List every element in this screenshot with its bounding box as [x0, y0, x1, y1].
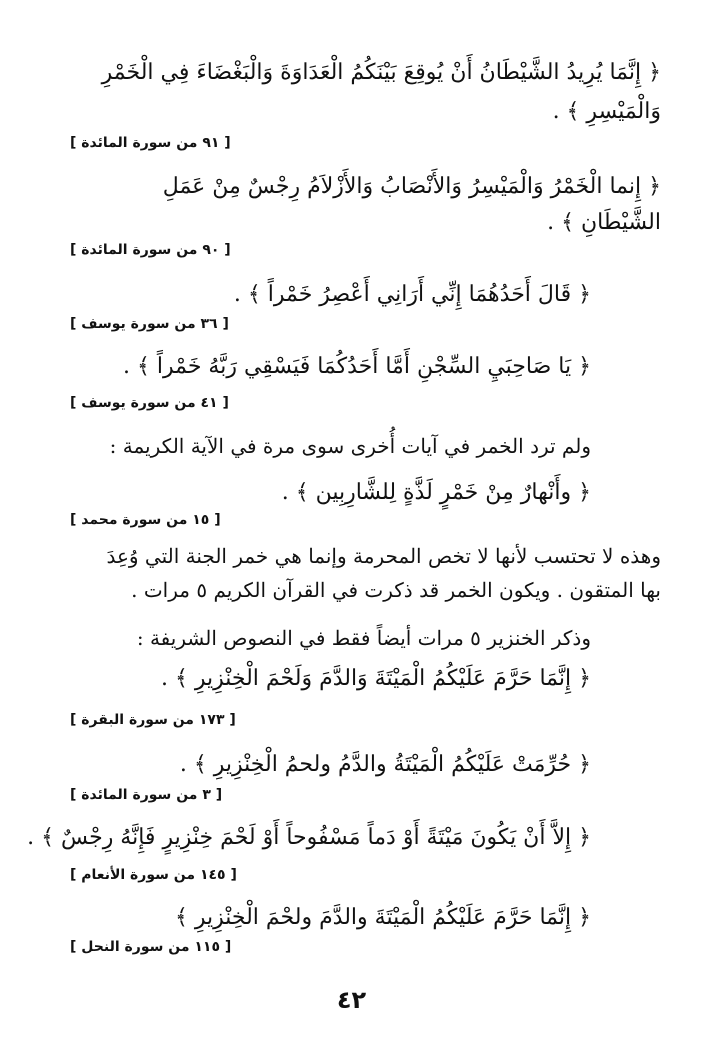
- verse-line: وَالْمَيْسِرِ ﴾ .: [552, 99, 661, 124]
- verse-line: ﴿ حُرِّمَتْ عَلَيْكُمُ الْمَيْتَةُ والدَّمُ ولحمُ الْخِنْزِيرِ ﴾ .: [179, 752, 591, 777]
- body-text-line: ولم ترد الخمر في آيات أُخرى سوى مرة في الآية الكريمة :: [109, 434, 591, 458]
- surah-reference: [ ٣٦ من سورة يوسف ]: [70, 316, 229, 332]
- verse-line: ﴿ يَا صَاحِبَيِ السِّجْنِ أَمَّا أَحَدُكُمَا فَيَسْقِي رَبَّهُ خَمْراً ﴾ .: [123, 354, 591, 379]
- verse-line: ﴿ إِنَّمَا حَرَّمَ عَلَيْكُمُ الْمَيْتَةَ وَالدَّمَ وَلَحْمَ الْخِنْزِيرِ ﴾ .: [160, 666, 591, 691]
- surah-reference: [ ٩٠ من سورة المائدة ]: [70, 242, 231, 258]
- verse-line: ﴿ وأَنْهارٌ مِنْ خَمْرٍ لَذَّةٍ لِلشَّارِبِين ﴾ .: [281, 480, 591, 505]
- verse-line: ﴿ قَالَ أَحَدُهُمَا إِنِّي أَرَانِي أَعْصِرُ خَمْراً ﴾ .: [233, 282, 591, 307]
- verse-line: ﴿ إِنما الْخَمْرُ وَالْمَيْسِرُ وَالأَنْصَابُ وَالأَزْلاَمُ رِجْسٌ مِنْ عَمَلِ: [162, 174, 661, 199]
- body-text-line: بها المتقون . ويكون الخمر قد ذكرت في القرآن الكريم ٥ مرات .: [131, 578, 661, 602]
- surah-reference: [ ١١٥ من سورة النحل ]: [70, 939, 232, 955]
- surah-reference: [ ٣ من سورة المائدة ]: [70, 787, 223, 803]
- page-number: ٤٢: [336, 986, 367, 1014]
- verse-line: الشَّيْطَانِ ﴾ .: [547, 210, 661, 235]
- surah-reference: [ ٩١ من سورة المائدة ]: [70, 135, 231, 151]
- verse-line: ﴿ إِنَّمَا يُرِيدُ الشَّيْطَانُ أَنْ يُوقِعَ بَيْنَكُمُ الْعَدَاوَةَ وَالْبَغْضَاءَ فِي الْخَمْرِ: [101, 60, 661, 85]
- surah-reference: [ ١٤٥ من سورة الأنعام ]: [70, 867, 237, 883]
- verse-line: ﴿ إِنَّمَا حَرَّمَ عَلَيْكُمُ الْمَيْتَةَ والدَّمَ ولحْمَ الْخِنْزِيرِ ﴾: [174, 905, 591, 930]
- surah-reference: [ ٤١ من سورة يوسف ]: [70, 395, 229, 411]
- surah-reference: [ ١٥ من سورة محمد ]: [70, 512, 221, 528]
- body-text-line: وذكر الخنزير ٥ مرات أيضاً فقط في النصوص الشريفة :: [136, 626, 591, 650]
- body-text-line: وهذه لا تحتسب لأنها لا تخص المحرمة وإنما هي خمر الجنة التي وُعِدَ: [106, 544, 661, 568]
- surah-reference: [ ١٧٣ من سورة البقرة ]: [70, 712, 236, 728]
- verse-line: ﴿ إِلاَّ أَنْ يَكُونَ مَيْتَةً أَوْ دَماً مَسْفُوحاً أَوْ لَحْمَ خِنْزِيرٍ فَإِنَّهُ رِجْسٌ ﴾ .: [27, 825, 591, 850]
